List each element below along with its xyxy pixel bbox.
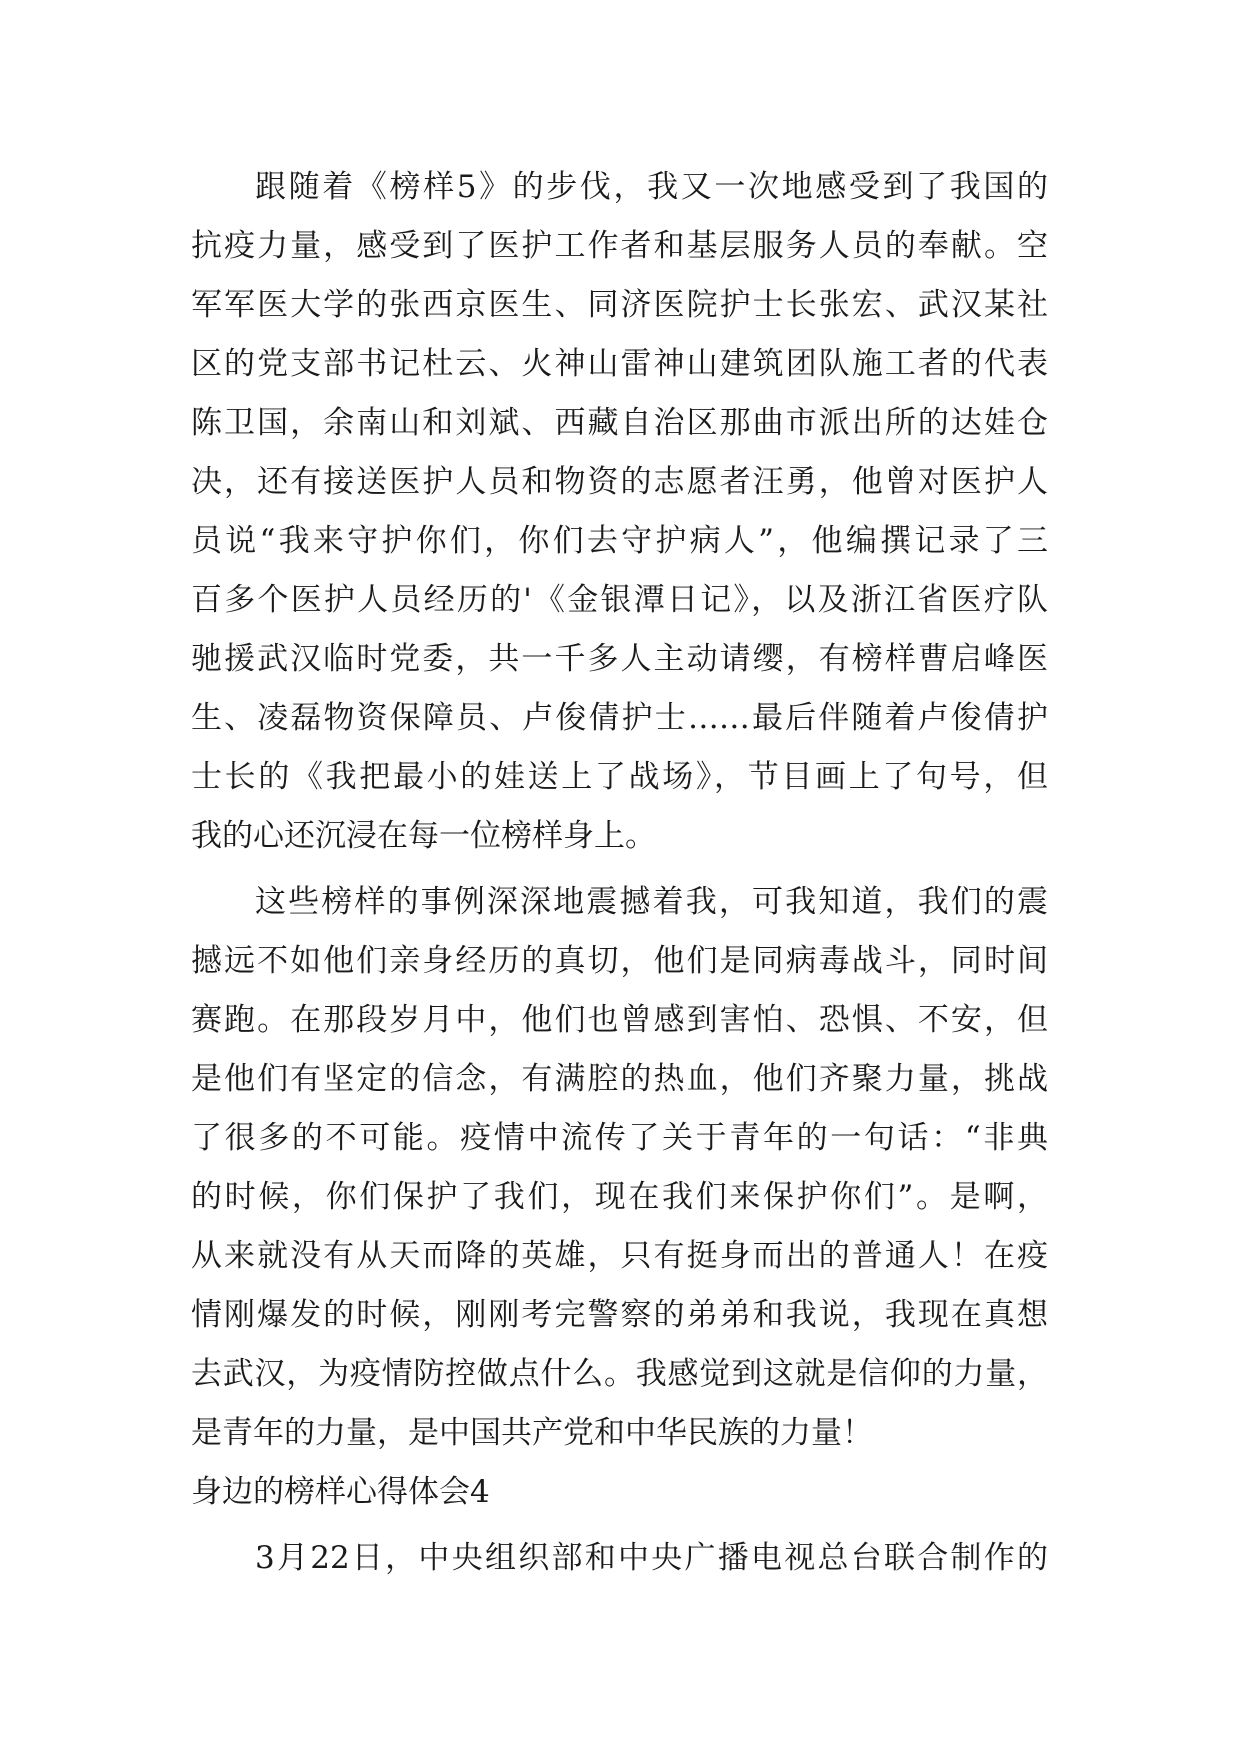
text-line: 生、凌磊物资保障员、卢俊倩护士……最后伴随着卢俊倩护 bbox=[191, 700, 1048, 736]
paragraph-1 bbox=[191, 158, 1048, 866]
text-line: 驰援武汉临时党委，共一千多人主动请缨，有榜样曹启峰医 bbox=[191, 641, 1048, 677]
text-line: 决，还有接送医护人员和物资的志愿者汪勇，他曾对医护人 bbox=[191, 464, 1048, 500]
section-heading: 身边的榜样心得体会4 bbox=[191, 1474, 490, 1510]
text-line: 情刚爆发的时候，刚刚考完警察的弟弟和我说，我现在真想 bbox=[191, 1297, 1048, 1333]
text-line: 去武汉，为疫情防控做点什么。我感觉到这就是信仰的力量， bbox=[191, 1356, 1048, 1392]
paragraph-2 bbox=[191, 873, 1048, 1463]
text-line: 员说“我来守护你们，你们去守护病人”，他编撰记录了三 bbox=[191, 523, 1048, 559]
text-line: 我的心还沉浸在每一位榜样身上。 bbox=[191, 818, 656, 854]
paragraph-spacing bbox=[191, 866, 1048, 873]
text-line: 3月22日，中央组织部和中央广播电视总台联合制作的 bbox=[255, 1540, 1048, 1576]
text-line: 士长的《我把最小的娃送上了战场》，节目画上了句号，但 bbox=[191, 759, 1048, 795]
text-line: 的时候，你们保护了我们，现在我们来保护你们”。是啊， bbox=[191, 1179, 1048, 1215]
text-line: 撼远不如他们亲身经历的真切，他们是同病毒战斗，同时间 bbox=[191, 943, 1048, 979]
text-line: 是青年的力量，是中国共产党和中华民族的力量！ bbox=[191, 1415, 873, 1451]
text-line: 百多个医护人员经历的'《金银潭日记》，以及浙江省医疗队 bbox=[191, 582, 1048, 618]
text-line: 了很多的不可能。疫情中流传了关于青年的一句话：“非典 bbox=[191, 1120, 1048, 1156]
text-line: 陈卫国，余南山和刘斌、西藏自治区那曲市派出所的达娃仓 bbox=[191, 405, 1048, 441]
paragraph-3 bbox=[191, 1529, 1048, 1588]
document-body bbox=[191, 158, 1048, 1588]
text-line: 从来就没有从天而降的英雄，只有挺身而出的普通人！在疫 bbox=[191, 1238, 1048, 1274]
text-line: 区的党支部书记杜云、火神山雷神山建筑团队施工者的代表 bbox=[191, 346, 1048, 382]
text-line: 赛跑。在那段岁月中，他们也曾感到害怕、恐惧、不安，但 bbox=[191, 1002, 1048, 1038]
text-line: 抗疫力量，感受到了医护工作者和基层服务人员的奉献。空 bbox=[191, 228, 1048, 264]
text-line: 跟随着《榜样5》的步伐，我又一次地感受到了我国的 bbox=[255, 169, 1048, 205]
paragraph-spacing bbox=[191, 1522, 1048, 1529]
text-line: 军军医大学的张西京医生、同济医院护士长张宏、武汉某社 bbox=[191, 287, 1048, 323]
text-line: 是他们有坚定的信念，有满腔的热血，他们齐聚力量，挑战 bbox=[191, 1061, 1048, 1097]
text-line: 这些榜样的事例深深地震撼着我，可我知道，我们的震 bbox=[255, 884, 1048, 920]
